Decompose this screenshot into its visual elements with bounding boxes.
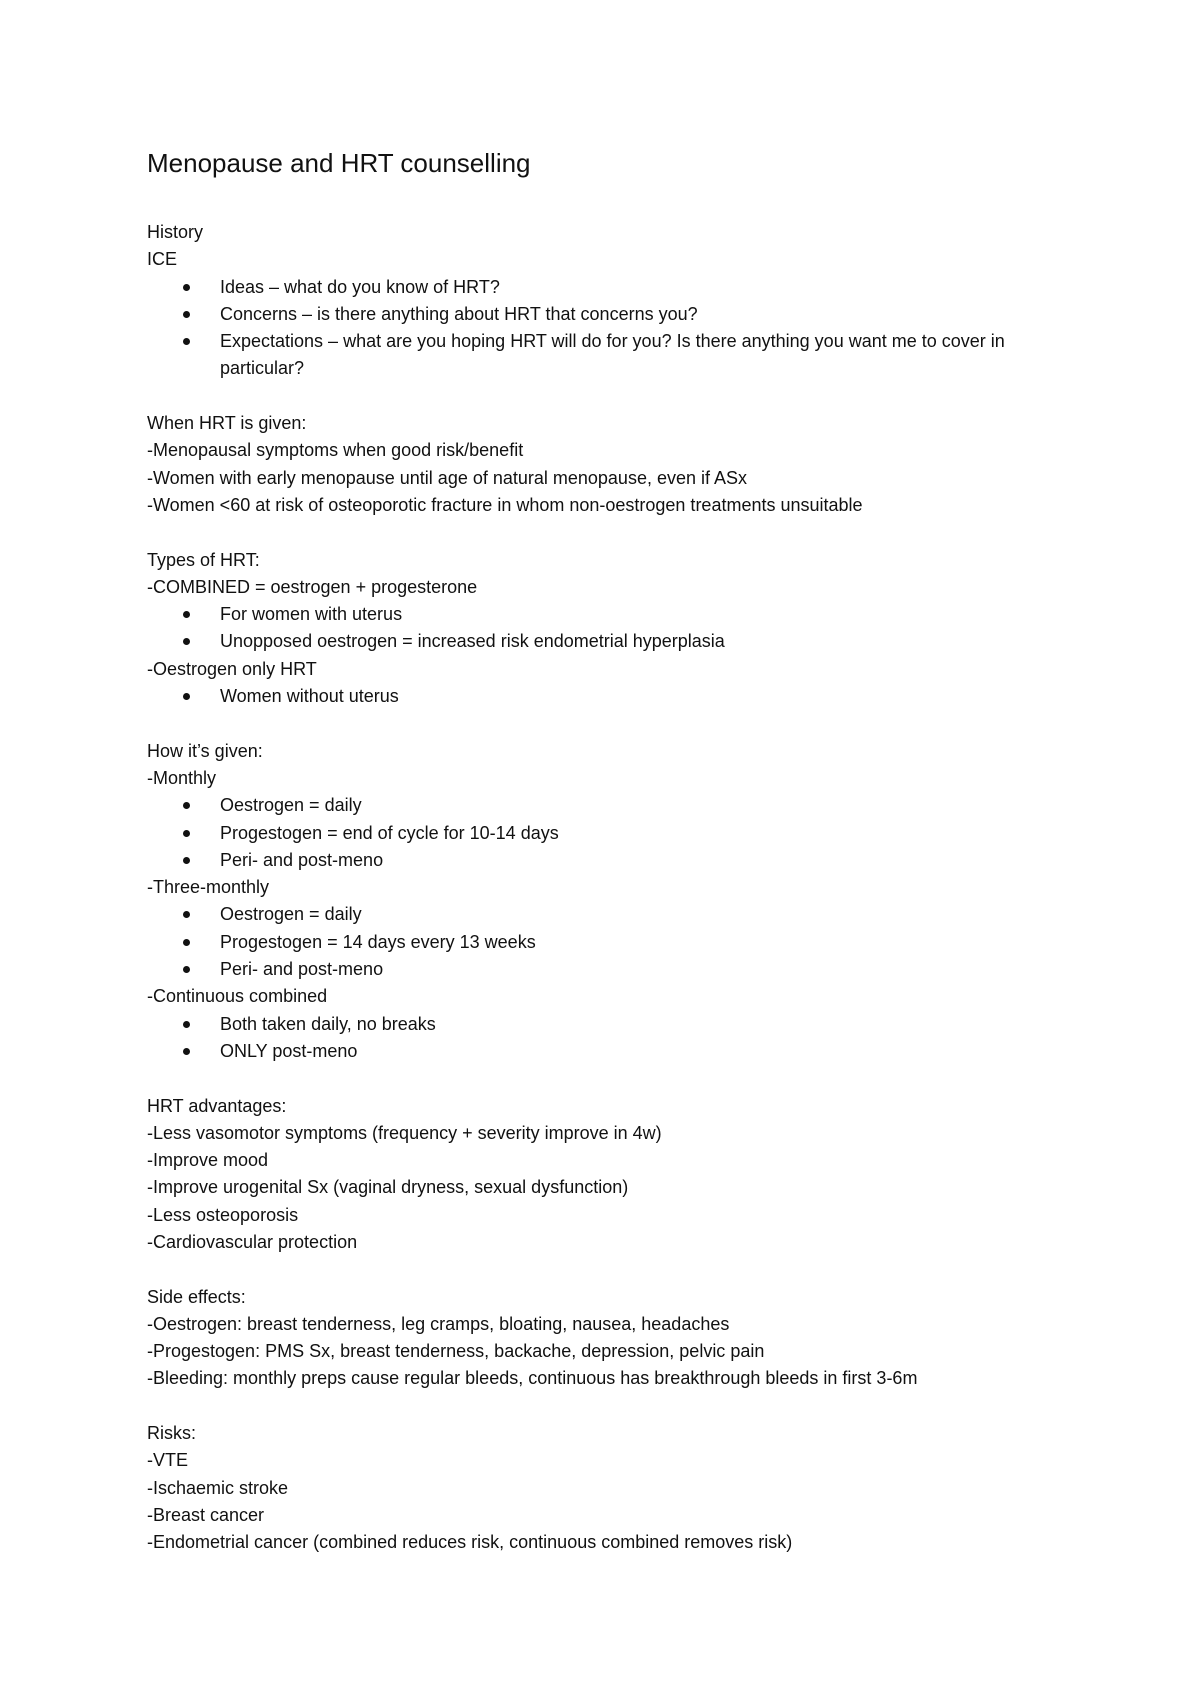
list-item: Oestrogen = daily: [147, 792, 1067, 819]
list-item: For women with uterus: [147, 601, 1067, 628]
bullet-icon: [183, 939, 190, 946]
text-line: -Bleeding: monthly preps cause regular bleeds, continuous has breakthrough bleeds in first 3-6m: [147, 1368, 918, 1389]
ice-list: [147, 274, 1067, 383]
bullet-icon: [183, 830, 190, 837]
bullet-icon: [183, 1048, 190, 1055]
bullet-icon: [183, 911, 190, 918]
bullet-icon: [183, 611, 190, 618]
text-line: -Less vasomotor symptoms (frequency + severity improve in 4w): [147, 1122, 662, 1143]
text-line: -Improve mood: [147, 1150, 269, 1171]
bullet-icon: [183, 802, 190, 809]
bullet-icon: [183, 693, 190, 700]
list-item: Progestogen = end of cycle for 10-14 days: [147, 820, 1067, 847]
bullet-icon: [183, 638, 190, 645]
when-given-heading: When HRT is given:: [147, 413, 307, 434]
side-effects-heading: Side effects:: [147, 1286, 246, 1307]
bullet-icon: [183, 966, 190, 973]
ice-label: ICE: [147, 249, 178, 270]
text-line: -Less osteoporosis: [147, 1204, 299, 1225]
text-line: -VTE: [147, 1450, 189, 1471]
list-item: Unopposed oestrogen = increased risk endometrial hyperplasia: [147, 628, 1067, 655]
text-line: -Women with early menopause until age of natural menopause, even if ASx: [147, 467, 748, 488]
text-line: -Ischaemic stroke: [147, 1477, 289, 1498]
how-given-heading: How it’s given:: [147, 740, 263, 761]
text-line: -Breast cancer: [147, 1504, 265, 1525]
text-line: -Continuous combined: [147, 986, 328, 1007]
bullet-icon: [183, 338, 190, 345]
combined-list: [147, 601, 1067, 656]
list-item: Oestrogen = daily: [147, 901, 1067, 928]
list-item: Women without uterus: [147, 683, 1067, 710]
text-line: -Endometrial cancer (combined reduces risk, continuous combined removes risk): [147, 1532, 793, 1553]
list-item: Peri- and post-meno: [147, 956, 1067, 983]
text-line: -Cardiovascular protection: [147, 1231, 358, 1252]
list-item: Concerns – is there anything about HRT that concerns you?: [147, 301, 1067, 328]
oestrogen-only-list: [147, 683, 1067, 710]
list-item: Expectations – what are you hoping HRT will do for you? Is there anything you want me to cover in particular?: [147, 328, 1065, 383]
document-page: [147, 148, 1067, 1557]
types-heading: Types of HRT:: [147, 549, 260, 570]
list-item: Both taken daily, no breaks: [147, 1011, 1067, 1038]
text-line: -Oestrogen: breast tenderness, leg cramps, bloating, nausea, headaches: [147, 1313, 730, 1334]
list-item: Ideas – what do you know of HRT?: [147, 274, 1067, 301]
bullet-icon: [183, 311, 190, 318]
advantages-heading: HRT advantages:: [147, 1095, 287, 1116]
document-title: Menopause and HRT counselling: [147, 148, 531, 178]
text-line: -Three-monthly: [147, 877, 270, 898]
text-line: -COMBINED = oestrogen + progesterone: [147, 576, 478, 597]
text-line: -Improve urogenital Sx (vaginal dryness, sexual dysfunction): [147, 1177, 629, 1198]
bullet-icon: [183, 1021, 190, 1028]
text-line: -Oestrogen only HRT: [147, 658, 317, 679]
continuous-list: [147, 1011, 1067, 1066]
monthly-list: [147, 792, 1067, 874]
history-heading: History: [147, 222, 204, 242]
list-item: Peri- and post-meno: [147, 847, 1067, 874]
text-line: -Monthly: [147, 767, 217, 788]
text-line: -Menopausal symptoms when good risk/benefit: [147, 440, 524, 461]
text-line: -Progestogen: PMS Sx, breast tenderness, backache, depression, pelvic pain: [147, 1341, 765, 1362]
list-item: ONLY post-meno: [147, 1038, 1067, 1065]
risks-heading: Risks:: [147, 1423, 196, 1444]
bullet-icon: [183, 284, 190, 291]
text-line: -Women <60 at risk of osteoporotic fracture in whom non-oestrogen treatments unsuitable: [147, 494, 863, 515]
three-monthly-list: [147, 901, 1067, 983]
bullet-icon: [183, 857, 190, 864]
list-item: Progestogen = 14 days every 13 weeks: [147, 929, 1067, 956]
